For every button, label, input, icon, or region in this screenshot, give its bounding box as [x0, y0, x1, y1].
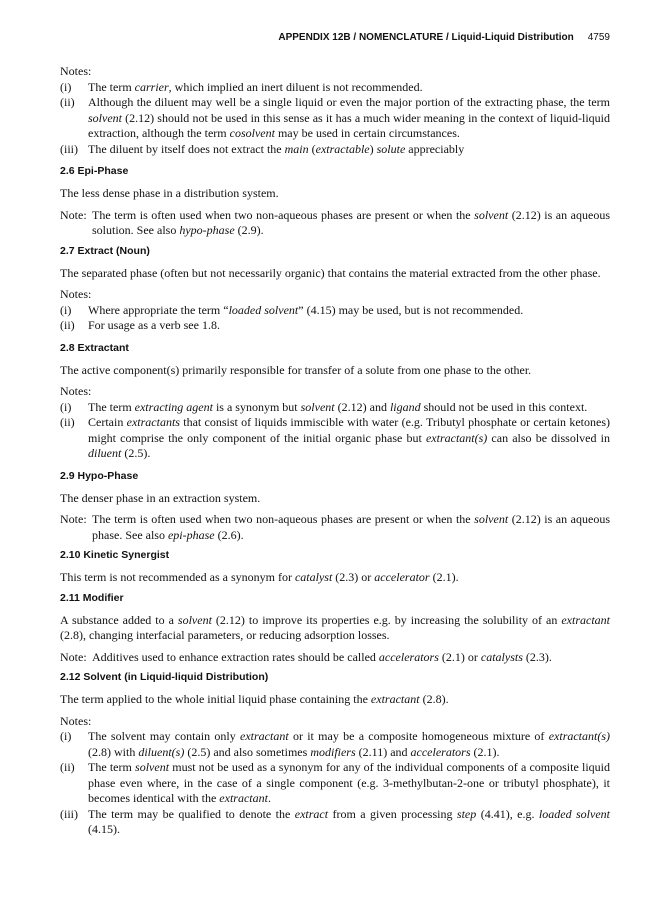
note-item: [60, 95, 610, 142]
sections-container: [60, 165, 610, 838]
section-heading: 2.6 Epi-Phase: [60, 165, 129, 177]
note-item: [60, 318, 610, 334]
note-number: (iii): [60, 141, 78, 156]
note-item: [60, 415, 610, 462]
note-number: (i): [60, 302, 72, 317]
note-number: (i): [60, 79, 72, 94]
note-text: Where appropriate the term “loaded solvent” (4.15) may be used, but is not recommended.: [88, 302, 524, 317]
note-number: (ii): [60, 318, 75, 332]
section: [60, 470, 610, 544]
running-title: APPENDIX 12B / NOMENCLATURE / Liquid-Liquid Distribution: [278, 32, 574, 43]
notes-label: Notes:: [60, 64, 92, 78]
note-item: [60, 303, 610, 319]
note-text: The term is often used when two non-aqueous phases are present or when the solvent (2.12) is an aqueous phase. See also epi-phase (2.6).: [92, 512, 610, 542]
notes-label: Notes:: [60, 384, 92, 398]
note: [60, 650, 610, 666]
section-heading: 2.10 Kinetic Synergist: [60, 549, 170, 561]
definition-text: The denser phase in an extraction system.: [60, 490, 261, 505]
note-item: [60, 142, 610, 158]
note-number: (ii): [60, 95, 75, 109]
note-item: [60, 760, 610, 807]
note-label: Note:: [60, 207, 87, 222]
note: [60, 208, 610, 239]
section: [60, 671, 610, 838]
note-item: [60, 807, 610, 838]
page-content: [60, 64, 610, 846]
note: [60, 512, 610, 543]
note-text: The diluent by itself does not extract the main (extractable) solute appreciably: [88, 141, 465, 156]
definition-text: A substance added to a solvent (2.12) to improve its properties e.g. by increasing the solubility of an extractant (2.8), changing interfacial parameters, or reducing adsorption losses.: [60, 612, 610, 642]
note-text: Although the diluent may well be a single liquid or even the major portion of the extracting phase, the term solvent (2.12) should not be used in this sense as it has a much wider meaning in the context of liquid-liquid extraction, although the term cosolvent may be used in certain circumstances.: [88, 95, 610, 140]
definition-text: The separated phase (often but not necessarily organic) that contains the material extracted from the other phase.: [60, 265, 601, 280]
notes-label: Notes:: [60, 287, 92, 301]
section-heading: 2.11 Modifier: [60, 591, 124, 604]
note-item: [60, 400, 610, 416]
note-text: The term may be qualified to denote the extract from a given processing step (4.41), e.g. loaded solvent (4.15).: [88, 806, 610, 836]
page-number: 4759: [587, 32, 610, 43]
section-heading: 2.9 Hypo-Phase: [60, 469, 139, 482]
notes: [60, 287, 610, 334]
definition-text: The active component(s) primarily responsible for transfer of a solute from one phase to the other.: [60, 362, 532, 377]
section: [60, 245, 610, 334]
definition-text: The term applied to the whole initial liquid phase containing the extractant (2.8).: [60, 692, 449, 706]
note-text: The term carrier, which implied an inert diluent is not recommended.: [88, 79, 423, 94]
notes: [60, 714, 610, 838]
intro-notes-list: [60, 80, 610, 158]
note-text: For usage as a verb see 1.8.: [88, 318, 220, 332]
notes-label: Notes:: [60, 713, 92, 728]
section: [60, 549, 610, 586]
section-heading: 2.12 Solvent (in Liquid-liquid Distribution): [60, 671, 269, 683]
running-header: [60, 32, 610, 44]
note-text: The solvent may contain only extractant or it may be a composite homogeneous mixture of extractant(s) (2.8) with diluent(s) (2.5) and also sometimes modifiers (2.11) and accelerators (2.1).: [88, 729, 611, 759]
note-text: The term extracting agent is a synonym but solvent (2.12) and ligand should not be used in this context.: [88, 399, 588, 414]
definition-text: The less dense phase in a distribution system.: [60, 186, 279, 200]
note-label: Note:: [60, 512, 87, 526]
section: [60, 165, 610, 239]
note-text: The term solvent must not be used as a synonym for any of the individual components of a composite liquid phase even where, in the case of a single component (e.g. 3-methylbutan-2-one or tributyl phosphate), it becomes identical with the extractant.: [88, 760, 610, 805]
notes: [60, 384, 610, 462]
note-label: Note:: [60, 649, 87, 664]
note-item: [60, 729, 610, 760]
note-number: (ii): [60, 760, 75, 774]
note-text: Certain extractants that consist of liquids immiscible with water (e.g. Tributyl phosphate or certain ketones) might comprise the only component of the initial organic phase but extractant(s) can also be dissolved in diluent (2.5).: [88, 415, 611, 460]
section-heading: 2.8 Extractant: [60, 341, 129, 354]
section: [60, 342, 610, 462]
note-number: (i): [60, 729, 72, 743]
section-heading: 2.7 Extract (Noun): [60, 244, 150, 257]
note-text: Additives used to enhance extraction rates should be called accelerators (2.1) or catalysts (2.3).: [92, 649, 552, 664]
section: [60, 592, 610, 666]
note-text: The term is often used when two non-aqueous phases are present or when the solvent (2.12) is an aqueous solution. See also hypo-phase (2.9).: [92, 207, 610, 237]
note-number: (ii): [60, 415, 75, 429]
note-number: (iii): [60, 806, 78, 821]
note-number: (i): [60, 399, 72, 414]
intro-notes: [60, 64, 610, 157]
definition-text: This term is not recommended as a synonym for catalyst (2.3) or accelerator (2.1).: [60, 570, 459, 584]
note-item: [60, 80, 610, 96]
